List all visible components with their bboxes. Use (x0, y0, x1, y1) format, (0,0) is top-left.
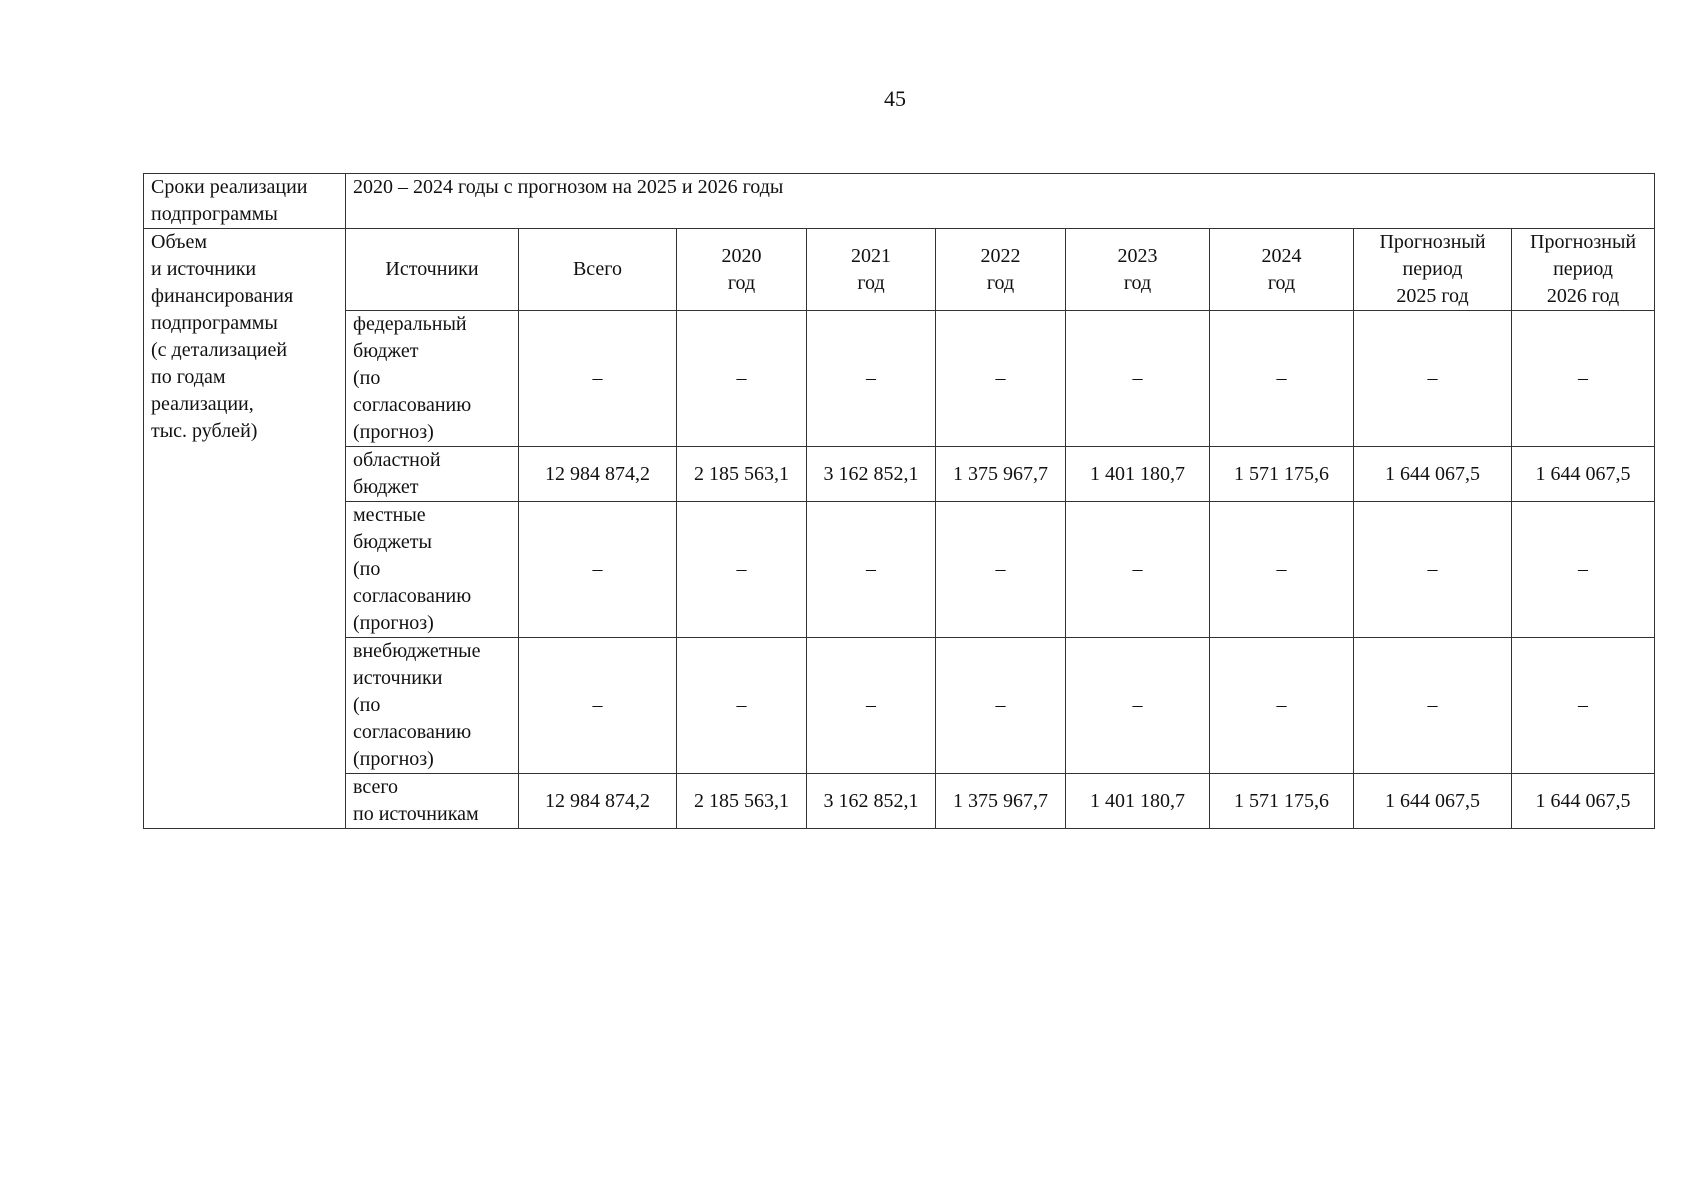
cell-2025: 1 644 067,5 (1354, 447, 1512, 502)
cell-2026: 1 644 067,5 (1512, 447, 1655, 502)
period-label: Сроки реализации подпрограммы (144, 174, 346, 229)
source-extrabudgetary: внебюджетные источники (по согласованию (прогноз) (346, 638, 519, 774)
cell-2023: – (1066, 311, 1210, 447)
header-total: Всего (519, 229, 677, 311)
header-year-2021: 2021 год (807, 229, 936, 311)
cell-2021: – (807, 502, 936, 638)
financing-header-row (144, 229, 1655, 311)
cell-2024: – (1210, 638, 1354, 774)
header-year-2022: 2022 год (936, 229, 1066, 311)
cell-2021: 3 162 852,1 (807, 447, 936, 502)
cell-2023: 1 401 180,7 (1066, 774, 1210, 829)
cell-total: – (519, 502, 677, 638)
cell-2024: 1 571 175,6 (1210, 447, 1354, 502)
cell-2022: 1 375 967,7 (936, 447, 1066, 502)
cell-2024: – (1210, 502, 1354, 638)
cell-2025: – (1354, 502, 1512, 638)
row-regional-budget (144, 447, 1655, 502)
header-sources: Источники (346, 229, 519, 311)
cell-2023: – (1066, 502, 1210, 638)
header-year-2023: 2023 год (1066, 229, 1210, 311)
cell-2020: – (677, 502, 807, 638)
cell-2021: 3 162 852,1 (807, 774, 936, 829)
cell-2025: – (1354, 311, 1512, 447)
page-number: 45 (884, 86, 906, 111)
cell-2020: 2 185 563,1 (677, 774, 807, 829)
cell-2021: – (807, 311, 936, 447)
cell-2025: – (1354, 638, 1512, 774)
period-value: 2020 – 2024 годы с прогнозом на 2025 и 2026 годы (346, 174, 1655, 229)
financing-label: Объем и источники финансирования подпрограммы (с детализацией по годам реализации, тыс. рублей) (144, 229, 346, 829)
cell-2021: – (807, 638, 936, 774)
source-federal-budget: федеральный бюджет (по согласованию (прогноз) (346, 311, 519, 447)
cell-2026: 1 644 067,5 (1512, 774, 1655, 829)
cell-2022: – (936, 311, 1066, 447)
subprogram-passport-table (143, 173, 1655, 829)
row-federal-budget (144, 311, 1655, 447)
period-row (144, 174, 1655, 229)
cell-2026: – (1512, 638, 1655, 774)
source-local-budgets: местные бюджеты (по согласованию (прогноз) (346, 502, 519, 638)
header-year-2024: 2024 год (1210, 229, 1354, 311)
cell-2026: – (1512, 311, 1655, 447)
cell-2020: – (677, 311, 807, 447)
cell-total: – (519, 311, 677, 447)
cell-2026: – (1512, 502, 1655, 638)
row-all-sources-total (144, 774, 1655, 829)
cell-total: – (519, 638, 677, 774)
cell-2025: 1 644 067,5 (1354, 774, 1512, 829)
cell-total: 12 984 874,2 (519, 774, 677, 829)
cell-2023: 1 401 180,7 (1066, 447, 1210, 502)
cell-total: 12 984 874,2 (519, 447, 677, 502)
cell-2023: – (1066, 638, 1210, 774)
header-forecast-2025: Прогнозный период 2025 год (1354, 229, 1512, 311)
source-all-sources-total: всего по источникам (346, 774, 519, 829)
header-year-2020: 2020 год (677, 229, 807, 311)
cell-2022: – (936, 502, 1066, 638)
header-forecast-2026: Прогнозный период 2026 год (1512, 229, 1655, 311)
cell-2024: – (1210, 311, 1354, 447)
cell-2024: 1 571 175,6 (1210, 774, 1354, 829)
cell-2022: – (936, 638, 1066, 774)
cell-2022: 1 375 967,7 (936, 774, 1066, 829)
cell-2020: 2 185 563,1 (677, 447, 807, 502)
cell-2020: – (677, 638, 807, 774)
row-extrabudgetary (144, 638, 1655, 774)
source-regional-budget: областной бюджет (346, 447, 519, 502)
row-local-budgets (144, 502, 1655, 638)
